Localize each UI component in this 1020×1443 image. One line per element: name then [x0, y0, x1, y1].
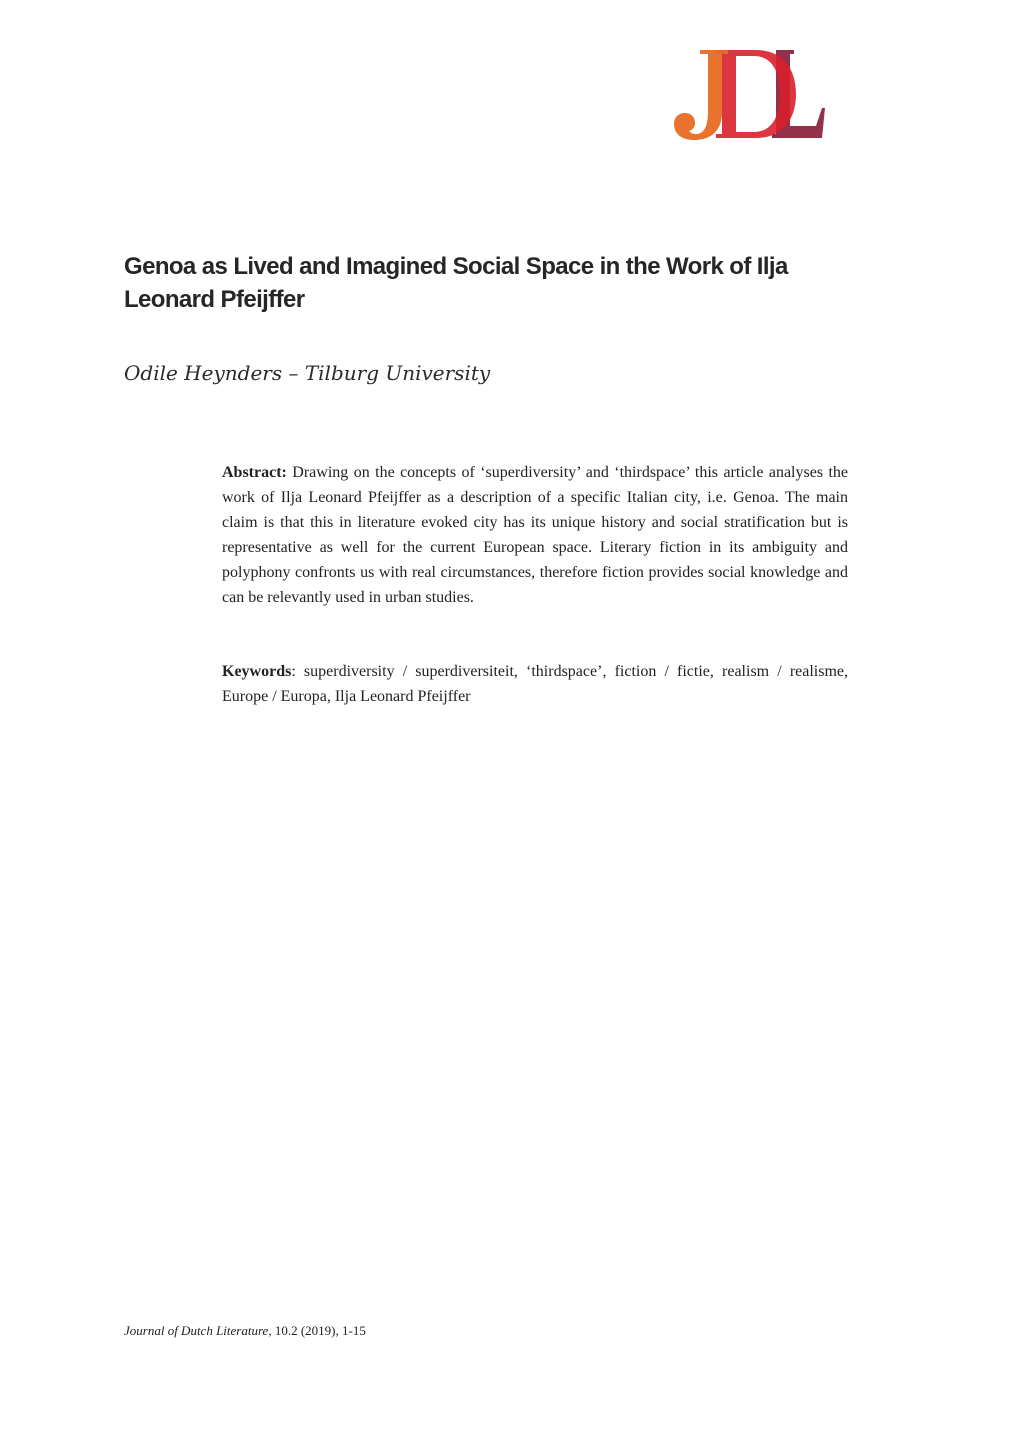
article-title: Genoa as Lived and Imagined Social Space in the Work of Ilja Leonard Pfeijffer [124, 253, 788, 313]
abstract-label: Abstract: [222, 464, 287, 481]
keywords-separator: : [291, 663, 296, 680]
footer-journal-name: Journal of Dutch Literature [124, 1323, 269, 1338]
author-affiliation: Odile Heynders – Tilburg University [124, 361, 491, 385]
logo-letter-d [716, 50, 796, 138]
page-footer [124, 1322, 366, 1340]
keywords-label: Keywords [222, 663, 292, 680]
footer-citation: , 10.2 (2019), 1-15 [268, 1323, 366, 1338]
jdl-logo-icon [672, 46, 828, 142]
abstract-paragraph [222, 461, 848, 610]
abstract-text: Drawing on the concepts of ‘superdiversity’ and ‘thirdspace’ this article analyses the work of Ilja Leonard Pfeijffer as a description of a specific Italian city, i.e. Genoa. The main claim is that this in literature evoked city has its unique history and social stratification but is representative as well for the current European space. Literary fiction in its ambiguity and polyphony confronts us with real circumstances, therefore fiction provides social knowledge and can be relevantly used in urban studies. [222, 464, 849, 606]
logo-letter-j [674, 50, 728, 140]
keywords-text: superdiversity / superdiversiteit, ‘thirdspace’, fiction / fictie, realism / realisme, Europe / Europa, Ilja Leonard Pfeijffer [222, 663, 849, 705]
journal-logo [672, 46, 828, 142]
keywords-paragraph [222, 660, 848, 710]
